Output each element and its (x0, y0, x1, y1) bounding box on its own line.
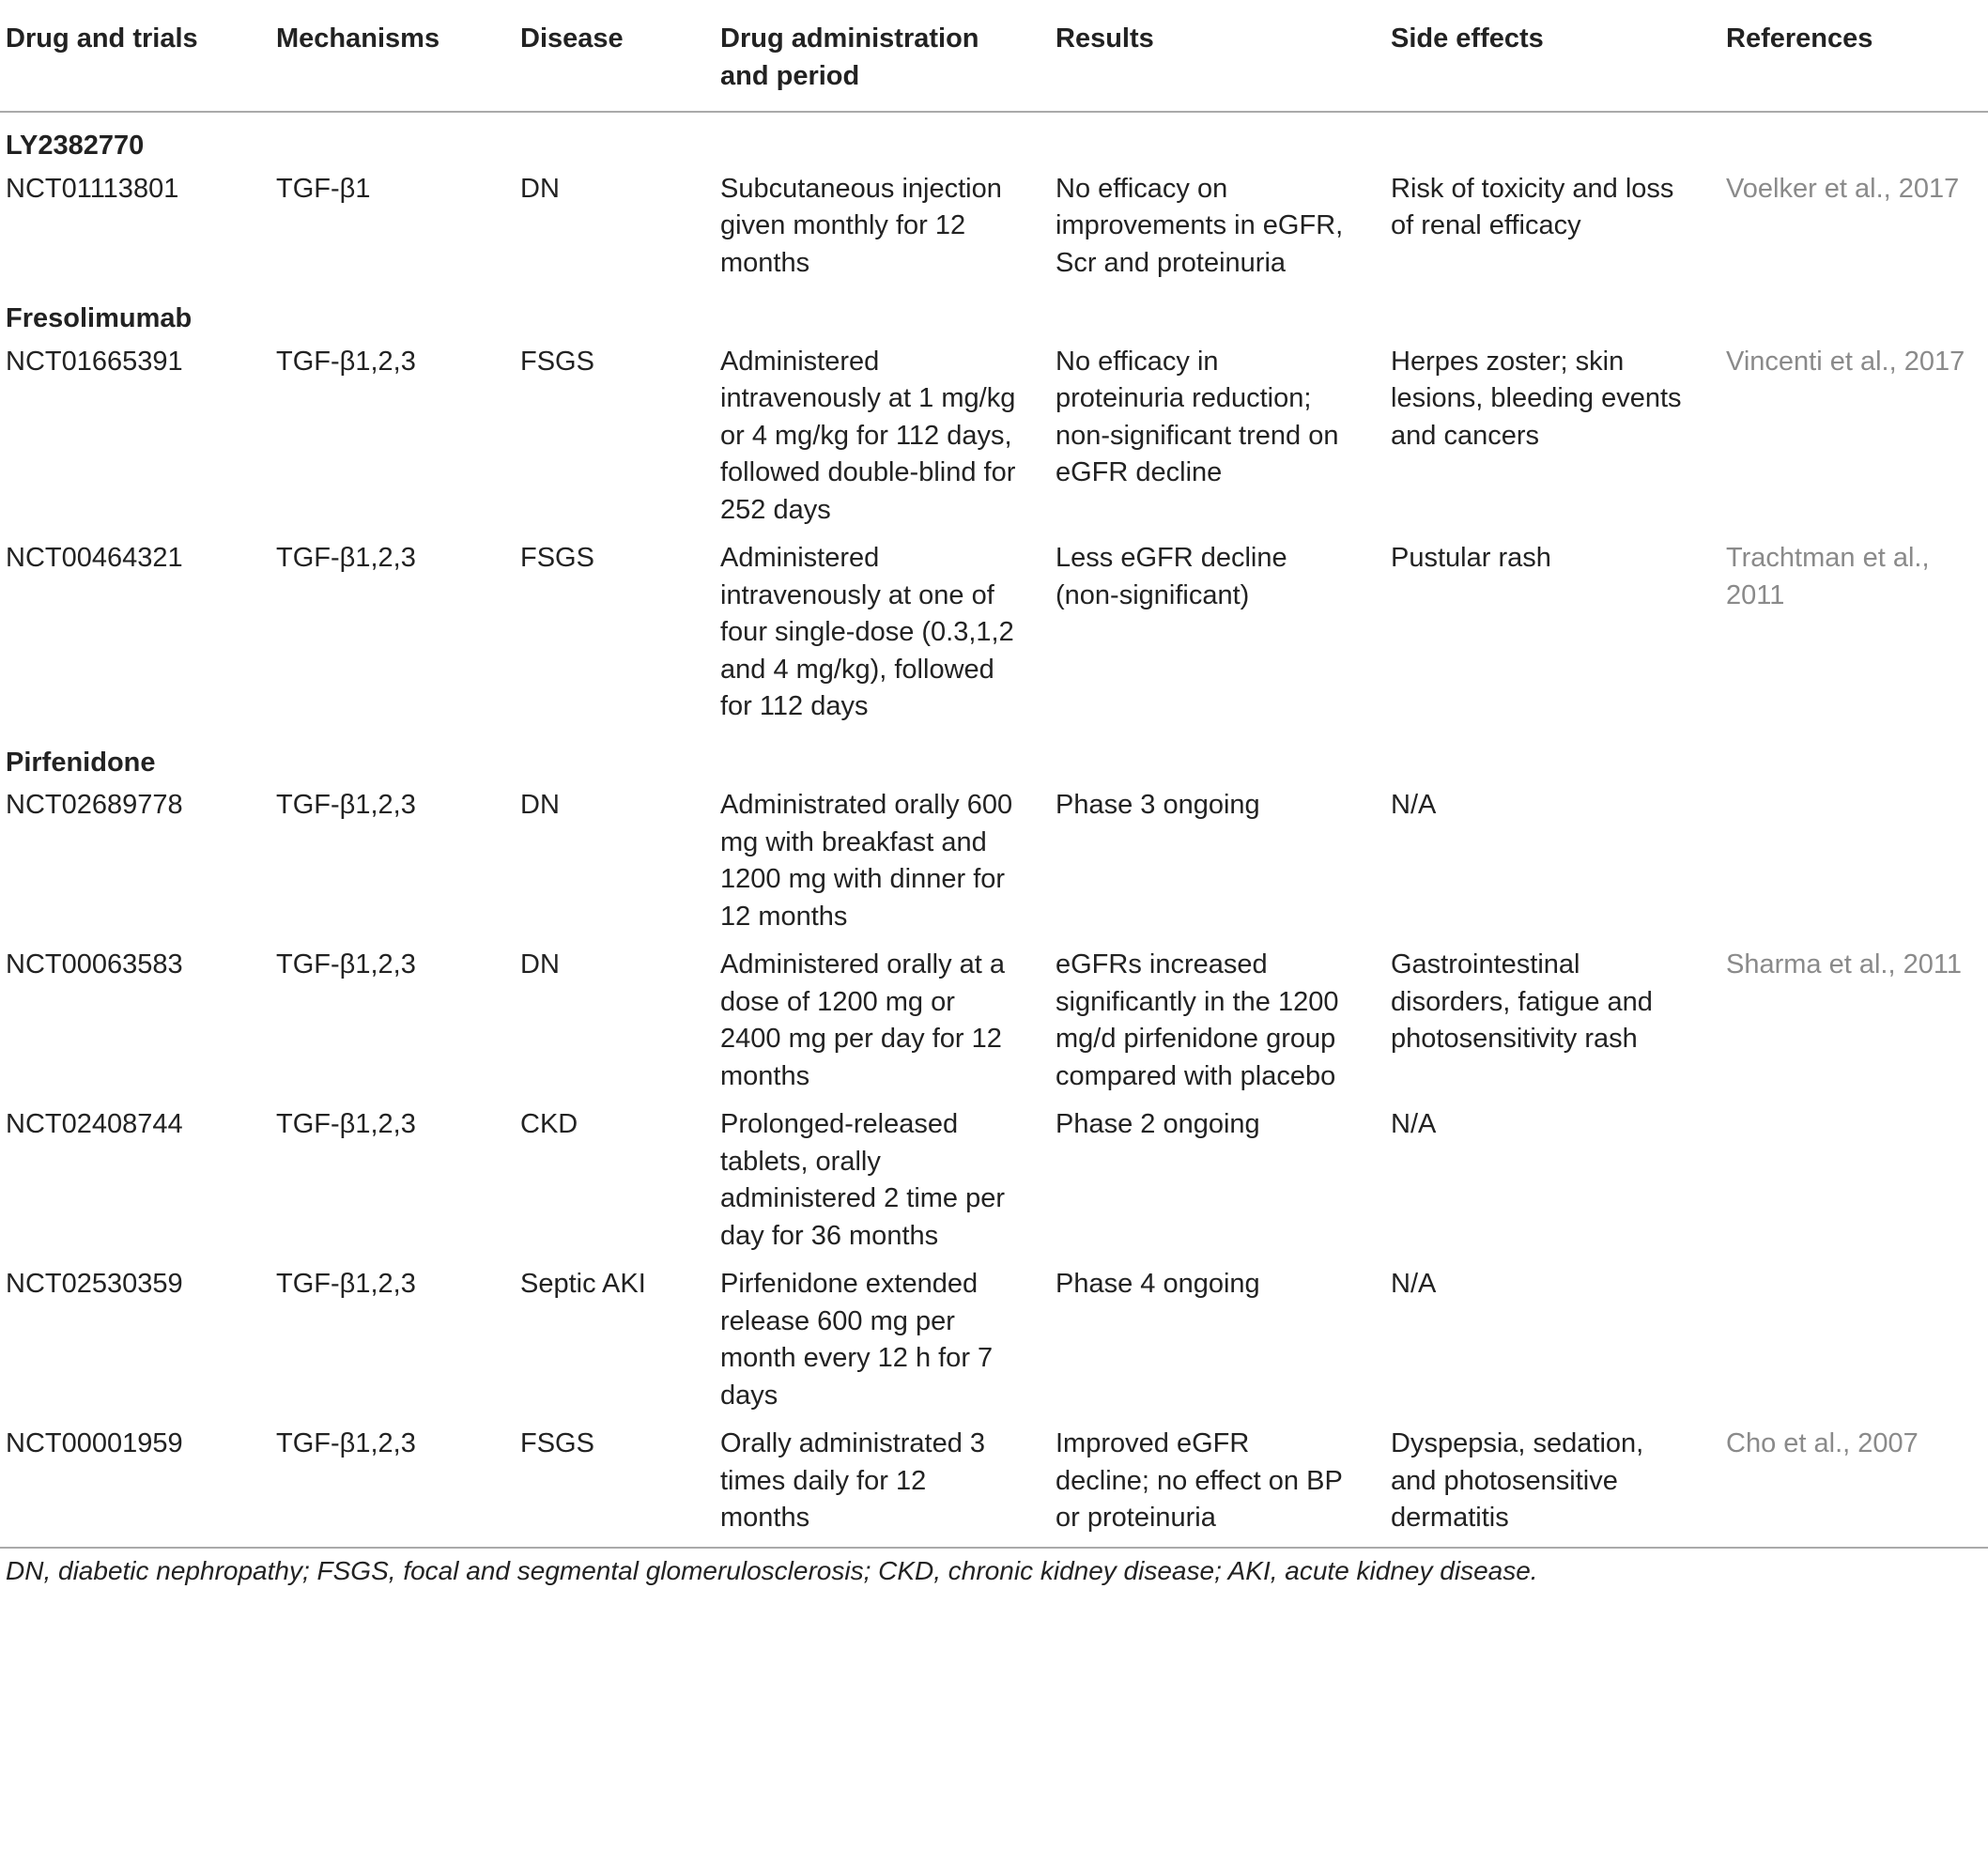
mechanism-cell: TGF-β1,2,3 (276, 1109, 416, 1139)
administration-cell: Administered intravenously at one of four single-dose (0.3,1,2 and 4 mg/kg), followed for 112 days (720, 543, 1014, 721)
table-body (0, 112, 1988, 1548)
disease-cell: DN (520, 173, 560, 204)
reference-cell: Vincenti et al., 2017 (1726, 346, 1965, 377)
mechanism-cell: TGF-β1 (276, 173, 371, 204)
side-effects-cell: Gastrointestinal disorders, fatigue and photosensitivity rash (1391, 949, 1653, 1054)
table-row (0, 1260, 1988, 1420)
trial-id-cell: NCT02530359 (6, 1269, 183, 1299)
trial-id-cell: NCT00063583 (6, 949, 183, 979)
trial-id-cell: NCT00464321 (6, 543, 183, 573)
reference-cell: Voelker et al., 2017 (1726, 173, 1960, 204)
header-mechanisms: Mechanisms (270, 0, 515, 112)
results-cell: No efficacy on improvements in eGFR, Scr and proteinuria (1056, 173, 1344, 278)
reference-cell (1720, 781, 1988, 941)
table-row (0, 1420, 1988, 1548)
trial-id-cell: NCT01665391 (6, 346, 183, 377)
header-references: References (1720, 0, 1988, 112)
drug-name: Pirfenidone (6, 747, 156, 778)
side-effects-cell: Herpes zoster; skin lesions, bleeding events and cancers (1391, 346, 1682, 451)
results-cell: Phase 2 ongoing (1056, 1109, 1260, 1139)
header-drug-and-trials: Drug and trials (0, 0, 270, 112)
mechanism-cell: TGF-β1,2,3 (276, 543, 416, 573)
side-effects-cell: Pustular rash (1391, 543, 1551, 573)
administration-cell: Administered intravenously at 1 mg/kg or 4 mg/kg for 112 days, followed double-blind for 252 days (720, 346, 1016, 525)
mechanism-cell: TGF-β1,2,3 (276, 1269, 416, 1299)
administration-cell: Pirfenidone extended release 600 mg per month every 12 h for 7 days (720, 1269, 994, 1411)
reference-cell (1720, 1101, 1988, 1260)
disease-cell: FSGS (520, 346, 594, 377)
results-cell: eGFRs increased significantly in the 1200 mg/d pirfenidone group compared with placebo (1056, 949, 1339, 1091)
disease-cell: FSGS (515, 1420, 715, 1548)
reference-cell: Sharma et al., 2011 (1726, 949, 1962, 979)
table-row (0, 781, 1988, 941)
drug-group-row (0, 287, 1988, 338)
table-row (0, 338, 1988, 535)
table-row (0, 941, 1988, 1101)
header-disease: Disease (515, 0, 715, 112)
mechanism-cell: TGF-β1,2,3 (276, 949, 416, 979)
drug-group-row (0, 732, 1988, 782)
trial-id-cell: NCT01113801 (6, 173, 179, 204)
administration-cell: Administered orally at a dose of 1200 mg or 2400 mg per day for 12 months (720, 949, 1006, 1091)
side-effects-cell: Dyspepsia, sedation, and photosensitive dermatitis (1385, 1420, 1720, 1548)
mechanism-cell: TGF-β1,2,3 (270, 1420, 515, 1548)
trial-id-cell: NCT02408744 (6, 1109, 183, 1139)
header-results: Results (1050, 0, 1385, 112)
side-effects-cell: N/A (1391, 1109, 1437, 1139)
administration-cell: Prolonged-released tablets, orally administered 2 time per day for 36 months (720, 1109, 1006, 1251)
disease-cell: FSGS (520, 543, 594, 573)
mechanism-cell: TGF-β1,2,3 (276, 790, 416, 820)
table-header (0, 0, 1988, 112)
drug-group-row (0, 112, 1988, 165)
administration-cell: Subcutaneous injection given monthly for 12 months (720, 173, 1002, 278)
side-effects-cell: N/A (1391, 790, 1437, 820)
administration-cell: Administrated orally 600 mg with breakfast and 1200 mg with dinner for 12 months (720, 790, 1013, 932)
results-cell: Phase 3 ongoing (1056, 790, 1260, 820)
trial-id-cell: NCT02689778 (6, 790, 183, 820)
results-cell: Less eGFR decline (non-significant) (1056, 543, 1287, 610)
results-cell: Phase 4 ongoing (1056, 1269, 1260, 1299)
drug-name: LY2382770 (6, 131, 145, 161)
header-side-effects: Side effects (1385, 0, 1720, 112)
header-row (0, 0, 1988, 112)
reference-cell: Trachtman et al., 2011 (1726, 543, 1930, 610)
side-effects-cell: Risk of toxicity and loss of renal efficacy (1391, 173, 1674, 240)
mechanism-cell: TGF-β1,2,3 (276, 346, 416, 377)
trial-id-cell: NCT00001959 (0, 1420, 270, 1548)
table-row (0, 165, 1988, 288)
disease-cell: CKD (520, 1109, 578, 1139)
disease-cell: DN (520, 790, 560, 820)
header-drug-administration: Drug administration and period (715, 0, 1050, 112)
results-cell: No efficacy in proteinuria reduction; non-significant trend on eGFR decline (1056, 346, 1339, 487)
disease-cell: Septic AKI (520, 1269, 646, 1299)
table-footnote: DN, diabetic nephropathy; FSGS, focal and segmental glomerulosclerosis; CKD, chronic kidney disease; AKI, acute kidney disease. (6, 1556, 1538, 1585)
drug-name: Fresolimumab (6, 303, 193, 333)
results-cell: Improved eGFR decline; no effect on BP or proteinuria (1050, 1420, 1385, 1548)
table-row (0, 534, 1988, 732)
reference-cell: Cho et al., 2007 (1720, 1420, 1988, 1548)
side-effects-cell: N/A (1391, 1269, 1437, 1299)
disease-cell: DN (520, 949, 560, 979)
reference-cell (1720, 1260, 1988, 1420)
administration-cell: Orally administrated 3 times daily for 12 months (715, 1420, 1050, 1548)
table-row (0, 1101, 1988, 1260)
